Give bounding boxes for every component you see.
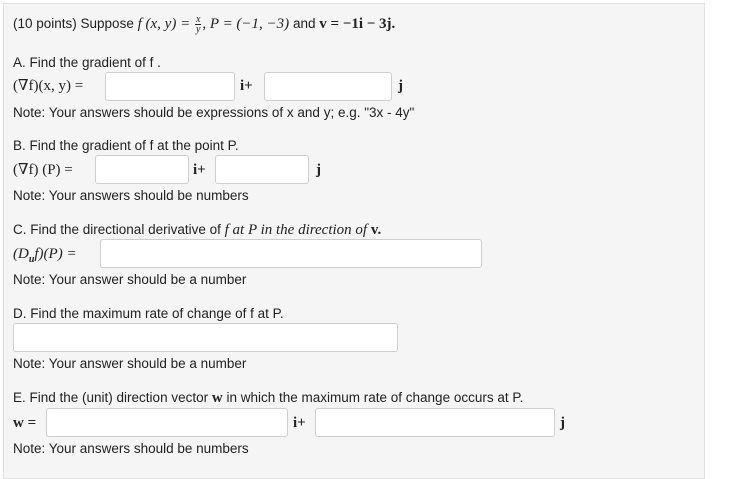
part-a-j-input[interactable]	[264, 72, 392, 101]
and-text: and	[292, 16, 316, 32]
part-a-label: (∇f)(x, y) =	[13, 78, 84, 94]
fraction-numerator: x	[195, 14, 201, 25]
part-c-label-rest: f)(P) =	[34, 246, 77, 262]
part-e-w: w	[211, 390, 223, 406]
part-a-i-input[interactable]	[105, 72, 235, 101]
vector-def: v = −1i − 3j.	[319, 16, 396, 33]
part-c-note: Note: Your answer should be a number	[13, 272, 247, 287]
point-def: , P = (−1, −3)	[202, 16, 290, 33]
part-c-prompt	[13, 221, 381, 239]
part-b-j-input[interactable]	[215, 155, 309, 184]
part-c-prompt-math: f at P in the direction of	[220, 222, 371, 238]
part-d-prompt: D. Find the maximum rate of change of f at P.	[13, 306, 284, 321]
question-panel	[3, 3, 705, 479]
part-a-i-label: i+	[240, 78, 253, 94]
part-e-j-label: j	[560, 415, 565, 431]
fraction-denominator: y	[195, 24, 201, 35]
part-e-i-input[interactable]	[46, 408, 288, 437]
part-b-i-label: i+	[193, 162, 206, 178]
part-d-input[interactable]	[13, 323, 398, 352]
points-label: (10 points) Suppose	[13, 16, 134, 32]
part-b-prompt: B. Find the gradient of f at the point P.	[13, 138, 239, 153]
part-d-note: Note: Your answer should be a number	[13, 356, 247, 371]
part-e-label: w =	[13, 415, 37, 431]
function-fraction	[195, 15, 201, 34]
part-c-label-sub: u	[28, 254, 35, 265]
part-e-prompt-text: E. Find the (unit) direction vector	[13, 390, 209, 405]
question-header	[13, 15, 395, 34]
part-b-i-input[interactable]	[95, 155, 189, 184]
part-e-prompt	[13, 389, 523, 407]
function-def: f (x, y) =	[137, 16, 191, 33]
part-e-j-input[interactable]	[315, 408, 555, 437]
part-b-note: Note: Your answers should be numbers	[13, 188, 249, 203]
part-a-prompt: A. Find the gradient of f .	[13, 55, 161, 70]
part-b-j-label: j	[316, 162, 321, 178]
part-c-prompt-text: C. Find the directional derivative of	[13, 222, 221, 237]
part-e-note: Note: Your answers should be numbers	[13, 441, 249, 456]
part-a-note: Note: Your answers should be expressions of x and y; e.g. "3x - 4y"	[13, 105, 415, 120]
part-c-vector: v.	[370, 222, 382, 238]
part-e-prompt-rest: in which the maximum rate of change occurs at P.	[226, 390, 524, 405]
part-c-label-d: (D	[13, 246, 29, 262]
part-b-label: (∇f) (P) =	[13, 162, 73, 178]
part-a-j-label: j	[398, 78, 403, 94]
part-e-i-label: i+	[293, 415, 306, 431]
part-c-label	[13, 245, 77, 269]
part-c-input[interactable]	[100, 239, 482, 268]
